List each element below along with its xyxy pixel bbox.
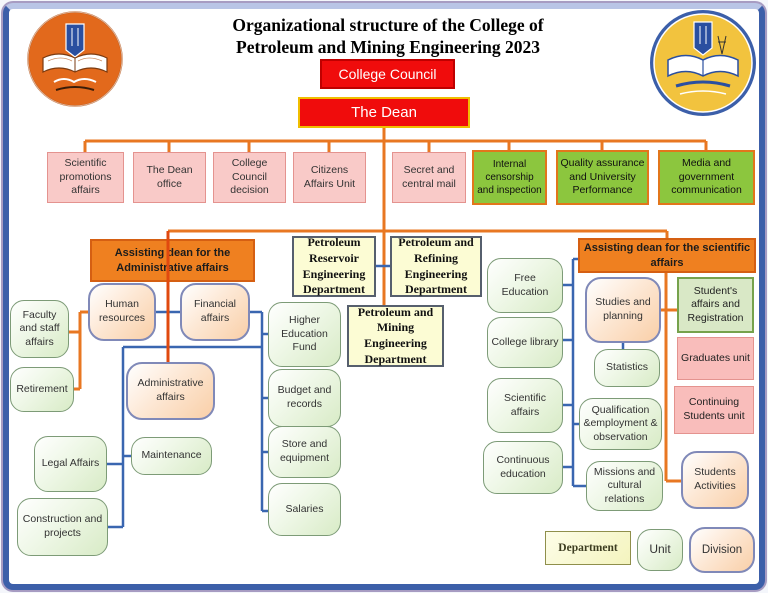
node-dean-office: The Dean office xyxy=(133,152,206,203)
legend-department: Department xyxy=(545,531,631,565)
connector-right-spine xyxy=(563,259,586,486)
node-continuing-students-unit: Continuing Students unit xyxy=(674,386,754,434)
connector-mid-spine xyxy=(250,312,268,511)
node-continuous-education: Continuous education xyxy=(483,441,563,494)
node-statistics: Statistics xyxy=(594,349,660,387)
node-budget-records: Budget and records xyxy=(268,369,341,427)
node-store-equipment: Store and equipment xyxy=(268,426,341,478)
node-petroleum-refining-dept: Petroleum and Refining Engineering Department xyxy=(390,236,482,297)
node-retirement: Retirement xyxy=(10,367,74,412)
node-maintenance: Maintenance xyxy=(131,437,212,475)
page-title xyxy=(188,14,588,58)
node-administrative-affairs: Administrative affairs xyxy=(126,362,215,420)
node-financial-affairs: Financial affairs xyxy=(180,283,250,341)
node-quality-assurance: Quality assurance and University Performance xyxy=(556,150,649,205)
node-graduates-unit: Graduates unit xyxy=(677,337,754,380)
shield-icon xyxy=(694,22,712,55)
petroleum-college-logo xyxy=(648,8,758,123)
node-internal-censorship: Internal censorship and inspection xyxy=(472,150,547,205)
node-human-resources: Human resources xyxy=(88,283,156,341)
node-missions-cultural: Missions and cultural relations xyxy=(586,461,663,511)
node-free-education: Free Education xyxy=(487,258,563,313)
node-assisting-dean-administrative: Assisting dean for the Administrative affairs xyxy=(90,239,255,282)
node-students-affairs-registration: Student's affairs and Registration xyxy=(677,277,754,333)
node-qualification-employment: Qualification &employment & observation xyxy=(579,398,662,450)
node-salaries: Salaries xyxy=(268,483,341,536)
node-scientific-affairs: Scientific affairs xyxy=(487,378,563,433)
node-studies-planning: Studies and planning xyxy=(585,277,661,343)
node-media-government: Media and government communication xyxy=(658,150,755,205)
node-college-library: College library xyxy=(487,317,563,368)
node-higher-education-fund: Higher Education Fund xyxy=(268,302,341,367)
shield-icon xyxy=(66,24,84,57)
node-faculty-staff-affairs: Faculty and staff affairs xyxy=(10,300,69,358)
node-secret-central-mail: Secret and central mail xyxy=(392,152,466,203)
node-citizens-affairs-unit: Citizens Affairs Unit xyxy=(293,152,366,203)
node-assisting-dean-scientific: Assisting dean for the scientific affairs xyxy=(578,238,756,273)
legend-division: Division xyxy=(689,527,755,573)
node-the-dean: The Dean xyxy=(298,97,470,128)
node-scientific-promotions-affairs: Scientific promotions affairs xyxy=(47,152,124,203)
node-legal-affairs: Legal Affairs xyxy=(34,436,107,492)
node-construction-projects: Construction and projects xyxy=(17,498,108,556)
node-students-activities: Students Activities xyxy=(681,451,749,509)
node-petroleum-reservoir-dept: Petroleum Reservoir Engineering Department xyxy=(292,236,376,297)
page-title-line1: Organizational structure of the College of xyxy=(232,15,544,35)
node-college-council: College Council xyxy=(320,59,455,89)
legend-unit: Unit xyxy=(637,529,683,571)
university-of-mosul-logo xyxy=(26,10,124,113)
node-petroleum-mining-dept: Petroleum and Mining Engineering Department xyxy=(347,305,444,367)
page-title-line2: Petroleum and Mining Engineering 2023 xyxy=(236,37,540,57)
node-college-council-decision: College Council decision xyxy=(213,152,286,203)
